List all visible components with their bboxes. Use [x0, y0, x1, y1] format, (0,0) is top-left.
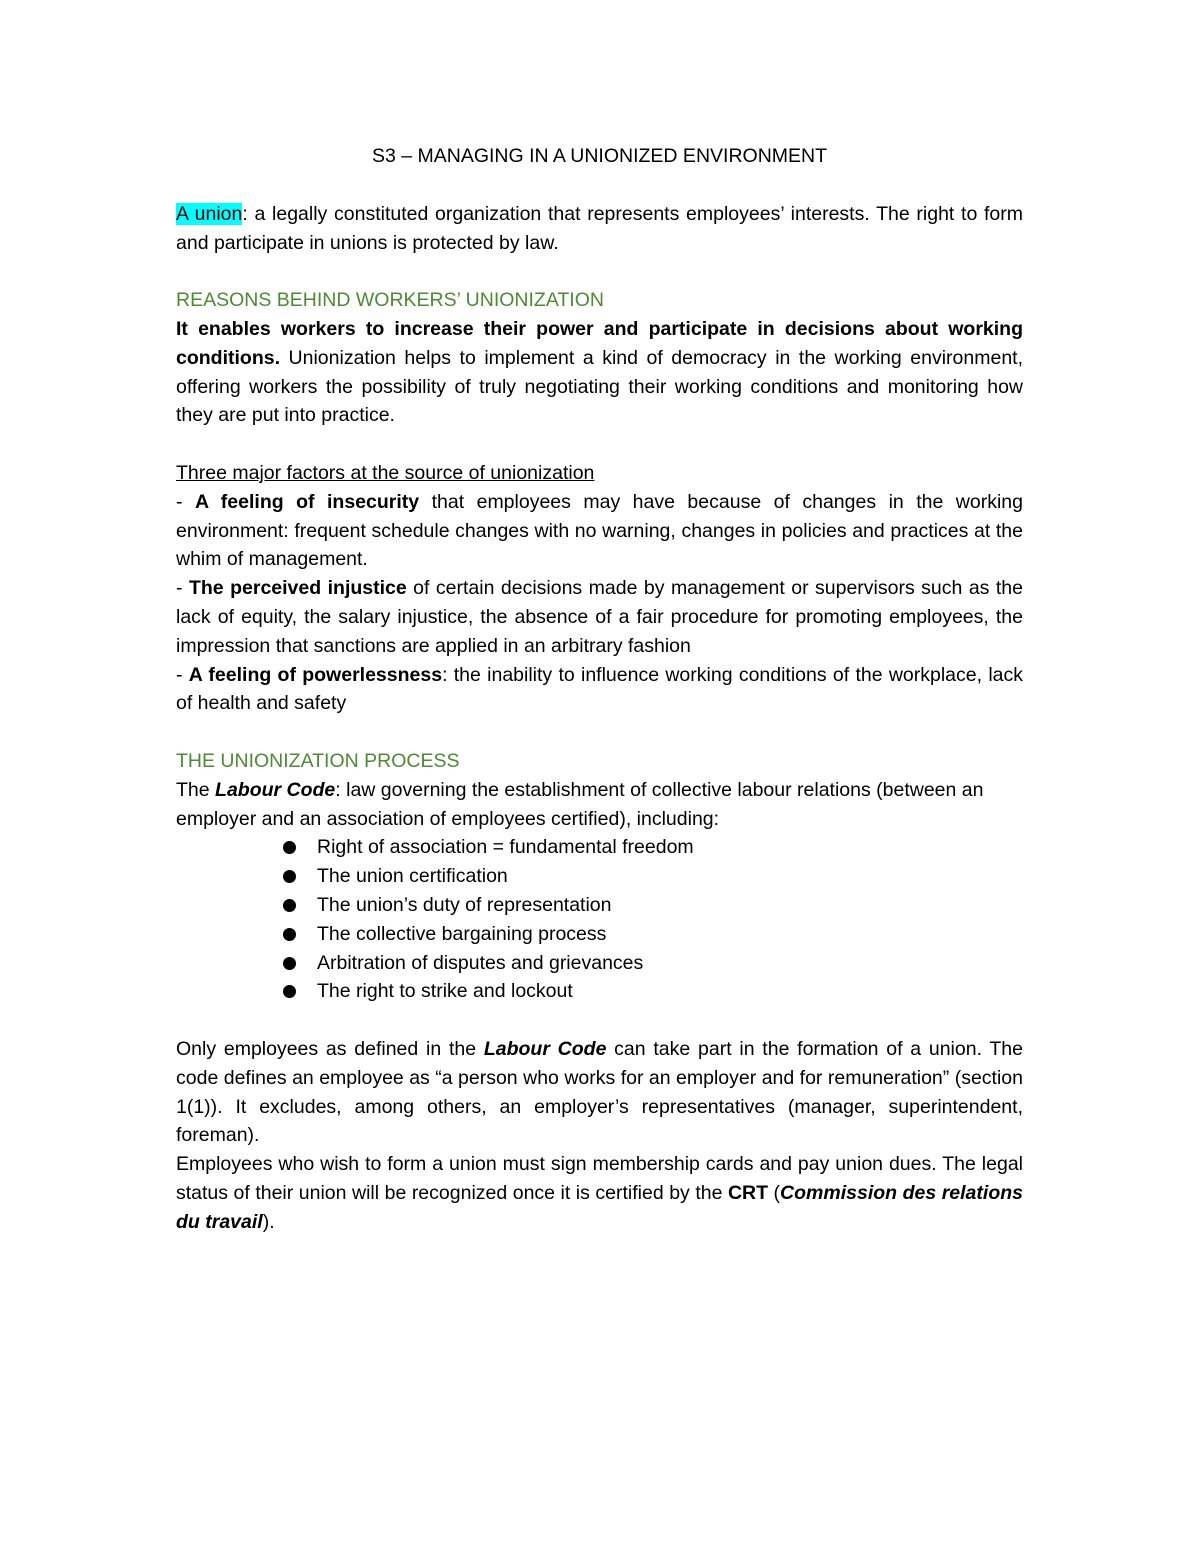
list-item-text: Right of association = fundamental freedom — [317, 836, 694, 859]
spacer — [176, 430, 1023, 459]
document-title: S3 – MANAGING IN A UNIONIZED ENVIRONMENT — [371, 145, 828, 167]
intro-text: : a legally constituted organization that represents employees’ interests. The right to form and participate in unions is protected by law. — [176, 202, 1024, 254]
spacer — [176, 257, 1023, 286]
reasons-bold-text: It enables workers to increase their power and participate in decisions about working conditions. — [176, 317, 1023, 369]
list-item — [283, 977, 1023, 1006]
factor-bold: A feeling of insecurity — [194, 490, 420, 513]
labour-code-term: Labour Code — [483, 1037, 607, 1060]
reasons-paragraph — [176, 315, 1023, 430]
list-item-text: Arbitration of disputes and grievances — [317, 951, 644, 974]
crt-acronym: CRT — [727, 1181, 769, 1204]
factor-prefix: - — [176, 663, 189, 686]
bullet-icon — [283, 870, 296, 883]
paren-close: ). — [262, 1210, 275, 1233]
factor-text: of certain decisions made by management or supervisors such as the lack of equity, the salary injustice, the absence of a fair procedure for promoting employees, the impression that sanctions are applied in an arbitrary fashion — [176, 577, 1023, 657]
list-item-text: The union’s duty of representation — [317, 893, 612, 916]
reasons-text: Unionization helps to implement a kind of democracy in the working environment, offering workers the possibility of truly negotiating their working conditions and monitoring how they are put into practice. — [176, 346, 1023, 427]
list-item-text: The union certification — [317, 865, 508, 888]
crt-full-name: Commission des relations du travail — [176, 1181, 1023, 1233]
factor-prefix: - — [176, 577, 189, 600]
document-page — [176, 142, 1023, 1236]
membership-text: Employees who wish to form a union must sign membership cards and pay union dues. The legal status of their union will be recognized once it is certified by the — [176, 1153, 1023, 1204]
labour-code-term: Labour Code — [215, 778, 336, 801]
bullet-icon — [283, 899, 296, 912]
factor-text: that employees may have because of changes in the working environment: frequent schedule changes with no warning, changes in policies and practices at the whim of management. — [176, 490, 1023, 571]
intro-paragraph — [176, 200, 1023, 258]
factor-item — [176, 661, 1023, 719]
employees-pre: Only employees as defined in the — [176, 1037, 484, 1060]
factor-prefix: - — [176, 490, 195, 513]
list-item-text: The collective bargaining process — [317, 922, 607, 945]
bullet-icon — [283, 841, 296, 854]
union-term-highlight: A union — [176, 202, 243, 225]
bullet-icon — [283, 957, 296, 970]
spacer — [176, 718, 1023, 747]
employees-text: can take part in the formation of a union. The code defines an employee as “a person who works for an employer and for remuneration” (section 1(1)). It excludes, among others, an employer’s representatives (manager, superintendent, foreman). — [176, 1037, 1023, 1147]
list-item-text: The right to strike and lockout — [317, 980, 573, 1003]
list-item — [283, 862, 1023, 891]
reasons-heading: REASONS BEHIND WORKERS’ UNIONIZATION — [176, 289, 604, 312]
list-item — [283, 891, 1023, 920]
factor-item — [176, 488, 1023, 574]
labour-code-paragraph — [176, 776, 1023, 834]
labour-code-list — [176, 833, 1023, 1006]
factor-text: : the inability to influence working conditions of the workplace, lack of health and safety — [176, 663, 1023, 715]
spacer — [176, 1006, 1023, 1035]
list-item — [283, 920, 1023, 949]
labour-code-pre: The — [176, 778, 216, 801]
factor-bold: A feeling of powerlessness — [188, 663, 443, 686]
employees-paragraph — [176, 1035, 1023, 1150]
process-heading: THE UNIONIZATION PROCESS — [176, 749, 460, 772]
bullet-icon — [283, 985, 296, 998]
labour-code-text: : law governing the establishment of collective labour relations (between an employer and an association of employees certified), including: — [176, 778, 984, 830]
list-item — [283, 833, 1023, 862]
list-item — [283, 949, 1023, 978]
factors-heading: Three major factors at the source of unionization — [176, 461, 595, 484]
membership-paragraph — [176, 1150, 1023, 1236]
paren-open: ( — [768, 1181, 781, 1204]
bullet-icon — [283, 928, 296, 941]
factor-bold: The perceived injustice — [188, 577, 407, 600]
factor-item — [176, 574, 1023, 660]
